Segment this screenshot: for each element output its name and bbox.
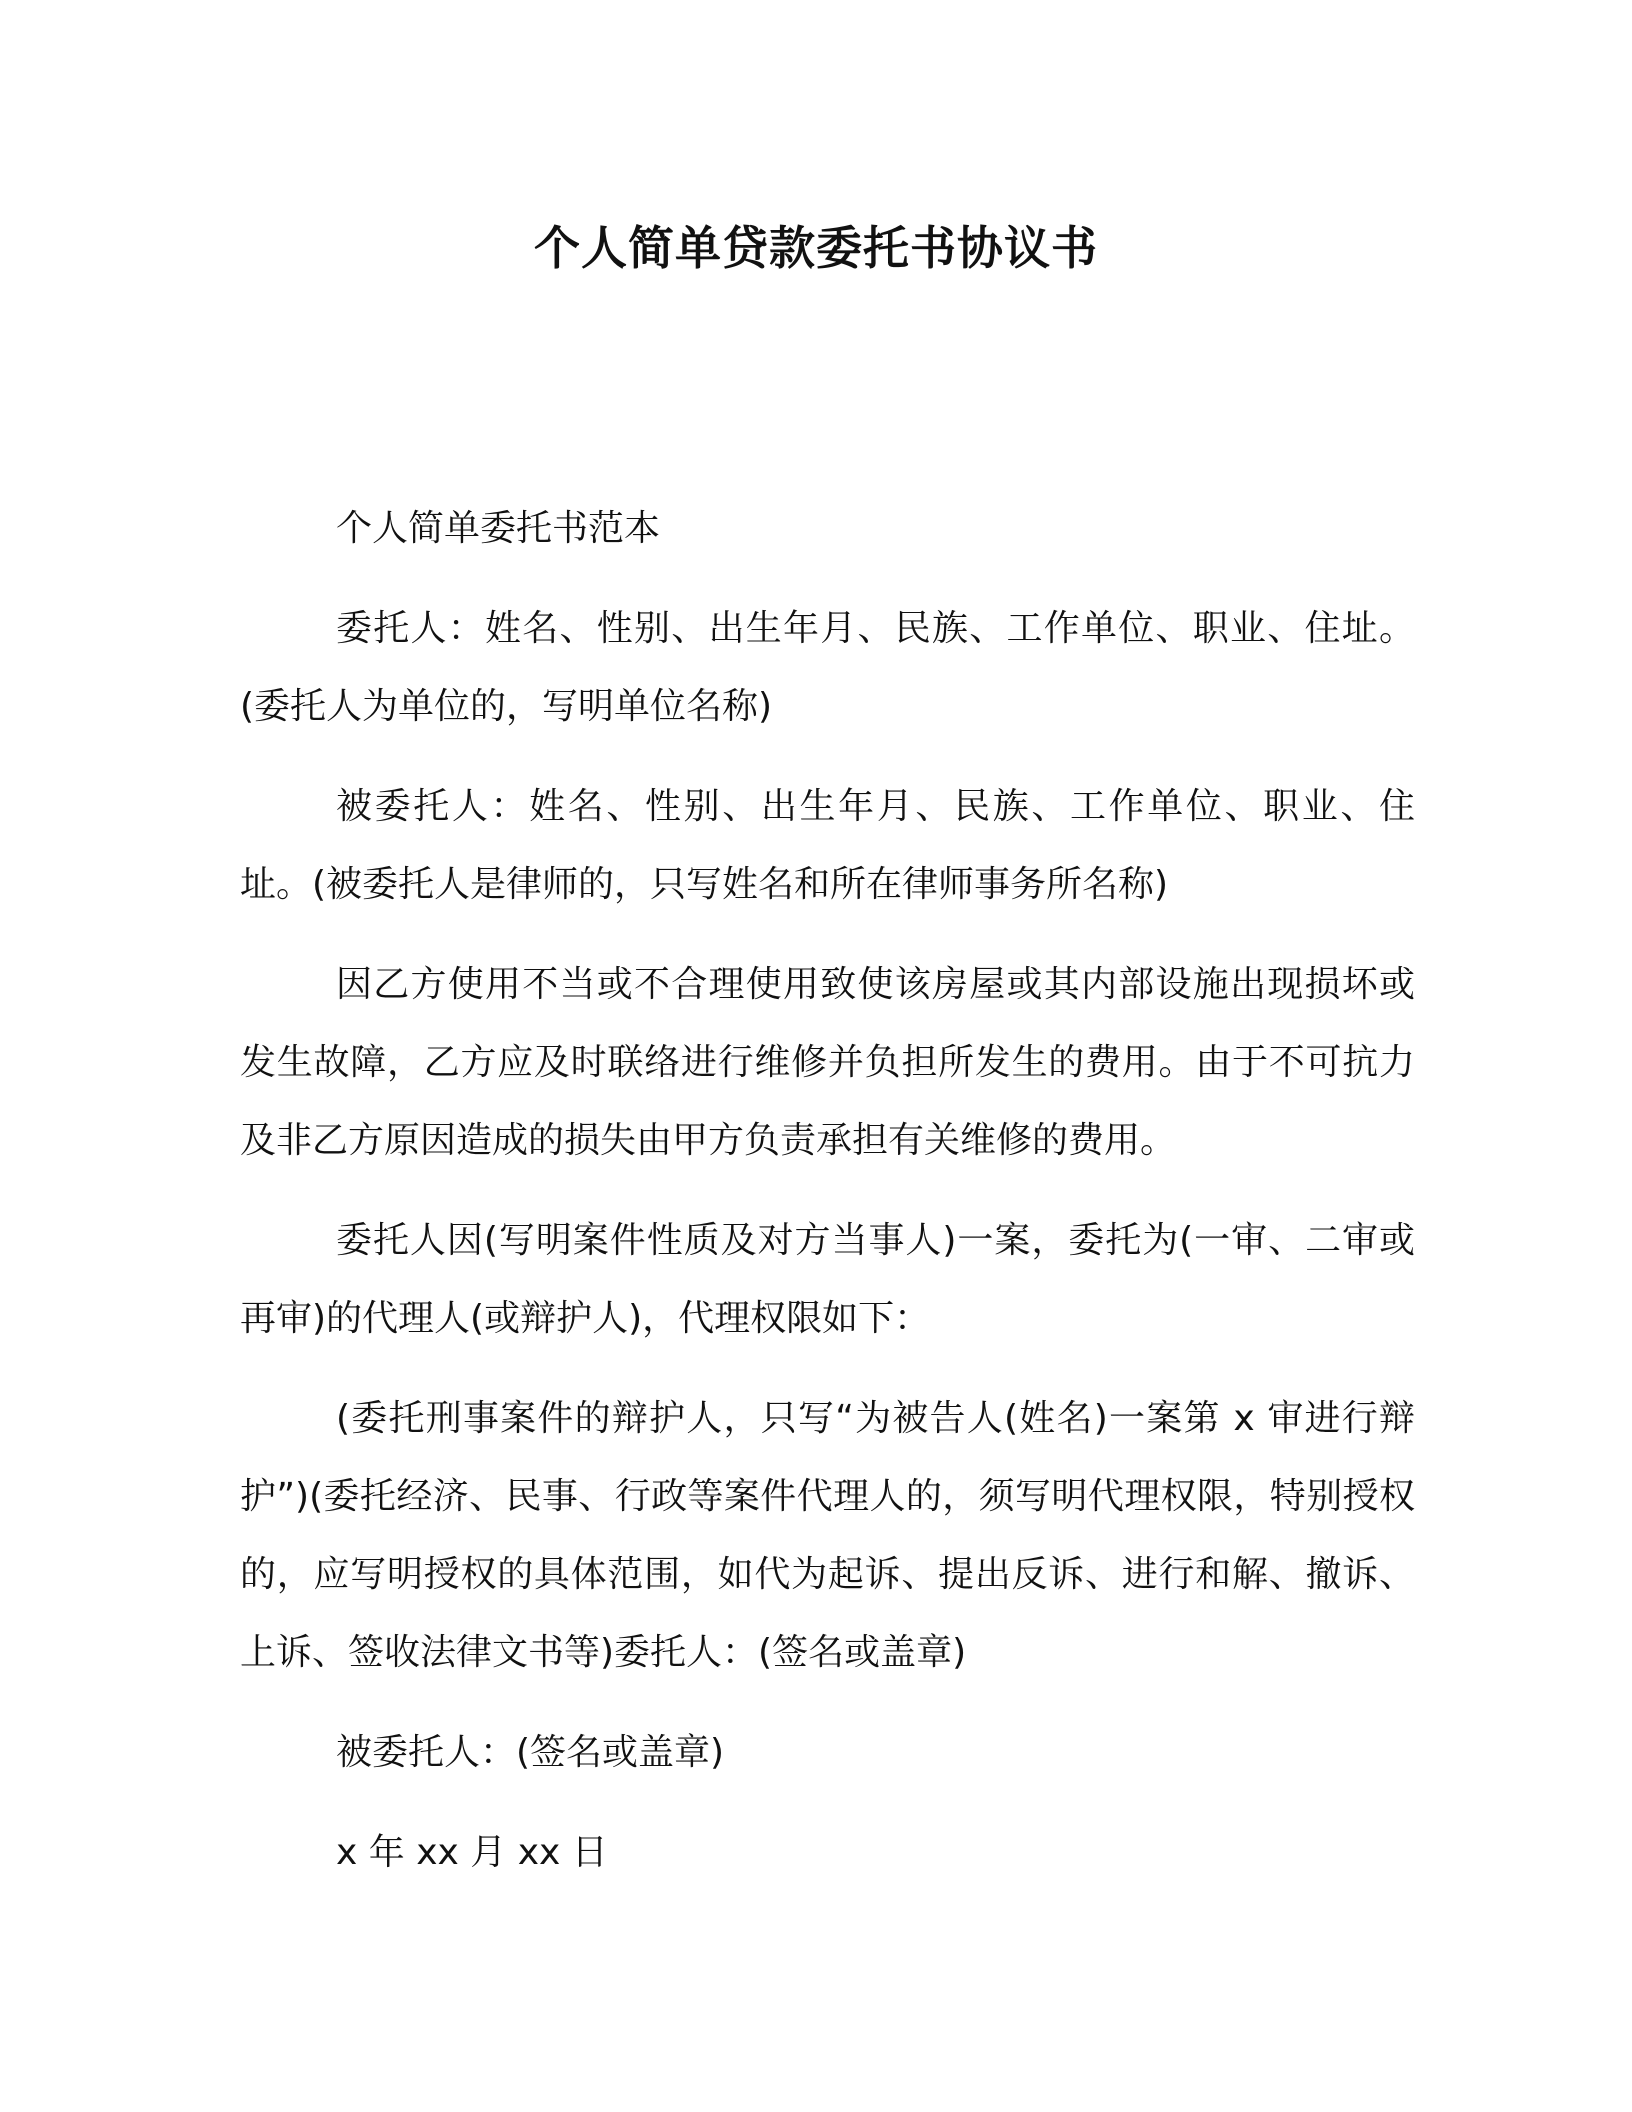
paragraph-agent: 被委托人：姓名、性别、出生年月、民族、工作单位、职业、住址。(被委托人是律师的，只写姓名和所在律师事务所名称) — [240, 786, 1415, 905]
paragraph-authority-scope: (委托刑事案件的辩护人，只写“为被告人(姓名)一案第 x 审进行辩护”)(委托经济、民事、行政等案件代理人的，须写明代理权限，特别授权的，应写明授权的具体范围，如代为起诉、提出反诉、进行和解、撤诉、上诉、签收法律文书等)委托人：(签名或盖章) — [240, 1398, 1415, 1673]
paragraph-case-commission: 委托人因(写明案件性质及对方当事人)一案，委托为(一审、二审或再审)的代理人(或辩护人)，代理权限如下： — [240, 1220, 1415, 1339]
paragraph-date: x 年 xx 月 xx 日 — [336, 1832, 608, 1873]
paragraph-repair-terms: 因乙方使用不当或不合理使用致使该房屋或其内部设施出现损坏或发生故障，乙方应及时联络进行维修并负担所发生的费用。由于不可抗力及非乙方原因造成的损失由甲方负责承担有关维修的费用。 — [240, 964, 1415, 1161]
document-title: 个人简单贷款委托书协议书 — [534, 221, 1098, 275]
document-body — [240, 490, 1415, 1914]
paragraph-principal: 委托人：姓名、性别、出生年月、民族、工作单位、职业、住址。(委托人为单位的，写明单位名称) — [240, 608, 1415, 727]
paragraph-agent-signature: 被委托人：(签名或盖章) — [336, 1732, 725, 1773]
paragraph-template-heading: 个人简单委托书范本 — [336, 508, 661, 549]
